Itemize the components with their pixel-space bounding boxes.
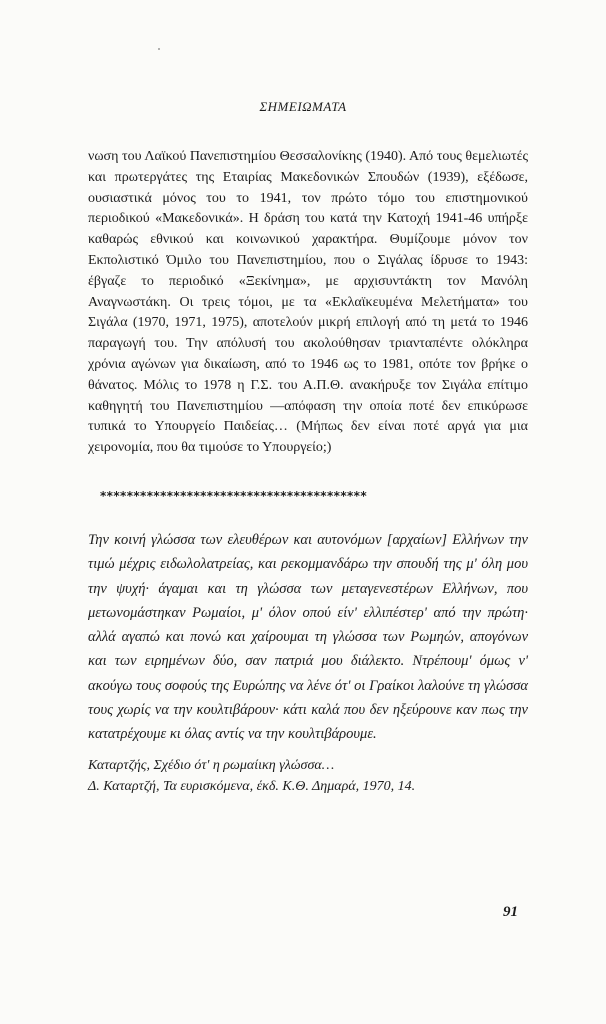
quote-source-line-2: Δ. Καταρτζή, Τα ευρισκόμενα, έκδ. Κ.Θ. Δημαρά, 1970, 14. <box>88 779 416 794</box>
epigraph-quote: Την κοινή γλώσσα των ελευθέρων και αυτονόμων [αρχαίων] Ελλήνων την τιμώ μέχρις ειδωλολατρείας, και ρεκομμανδάρω την σπουδή της μ' όλη μου την ψυχή· άγαμαι και τη γλώσσα των μεταγενεστέρων Ελλήνων, που μετωνομάστηκαν Ρωμαίοι, μ' όλον οπού είν' ελλιπέστερ' από την πρώτη· αλλά αγαπώ και πονώ και χαίρουμαι τη γλώσσα των Ρωμηών, απογόνων και των ειρημένων δύο, σαν πατριά μου διάλεκτο. Ντρέπουμ' όμως ν' ακούγω τους σοφούς της Ευρώπης να λένε ότ' οι Γραίκοι λαλούνε τη γλώσσα τους χωρίς να την κουλτιβάρουν· κάτι καλά που δεν ηξεύρουνε καν πως την κατατρέχουμε κι όλας αντίς να την κουλτιβάρουμε. <box>88 532 528 743</box>
page-number: 91 <box>503 904 518 920</box>
body-paragraph: νωση του Λαϊκού Πανεπιστημίου Θεσσαλονίκης (1940). Από τους θεμελιωτές και πρωτεργάτες της Εταιρίας Μακεδονικών Σπουδών (1939), εξέδωσε, ουσιαστικά μόνος του το 1941, τον πρώτο τόμο του επιστημονικού περιοδικού «Μακεδονικά». Η δράση του κατά την Κατοχή 1941-46 υπήρξε καθαρώς εθνικού και κοινωνικού χαρακτήρα. Θυμίζουμε μόνον τον Εκπολιστικό Όμιλο του Πανεπιστημίου, που ο Σιγάλας ίδρυσε το 1943: έβγαζε το περιοδικό «Ξεκίνημα», με αρχισυντάκτη τον Μανόλη Αναγνωστάκη. Οι τρεις τόμοι, με τα «Εκλαϊκευμένα Μελετήματα» του Σιγάλα (1970, 1971, 1975), αποτελούν μικρή επιλογή από τη μετά το 1946 παραγωγή του. Την απόλυσή του ακολούθησαν τριανταπέντε ολόκληρα χρόνια αγώνων για δικαίωση, από το 1946 ως το 1981, οπότε τον βρήκε ο θάνατος. Μόλις το 1978 η Γ.Σ. του Α.Π.Θ. ανακήρυξε τον Σιγάλα επίτιμο καθηγητή του Πανεπιστημίου —απόφαση την οποία ποτέ δεν επικύρωσε τυπικά το Υπουργείο Παιδείας… (Μήπως δεν είναι ποτέ αργά για μια χειρονομία, που θα τιμούσε το Υπουργείο;) <box>88 149 528 456</box>
section-separator: **************************************** <box>100 489 368 503</box>
scan-speck <box>158 48 160 50</box>
quote-source-line-1: Καταρτζής, Σχέδιο ότ' η ρωμαίικη γλώσσα… <box>88 758 335 773</box>
running-head: ΣΗΜΕΙΩΜΑΤΑ <box>259 99 347 114</box>
quote-source <box>88 755 528 797</box>
